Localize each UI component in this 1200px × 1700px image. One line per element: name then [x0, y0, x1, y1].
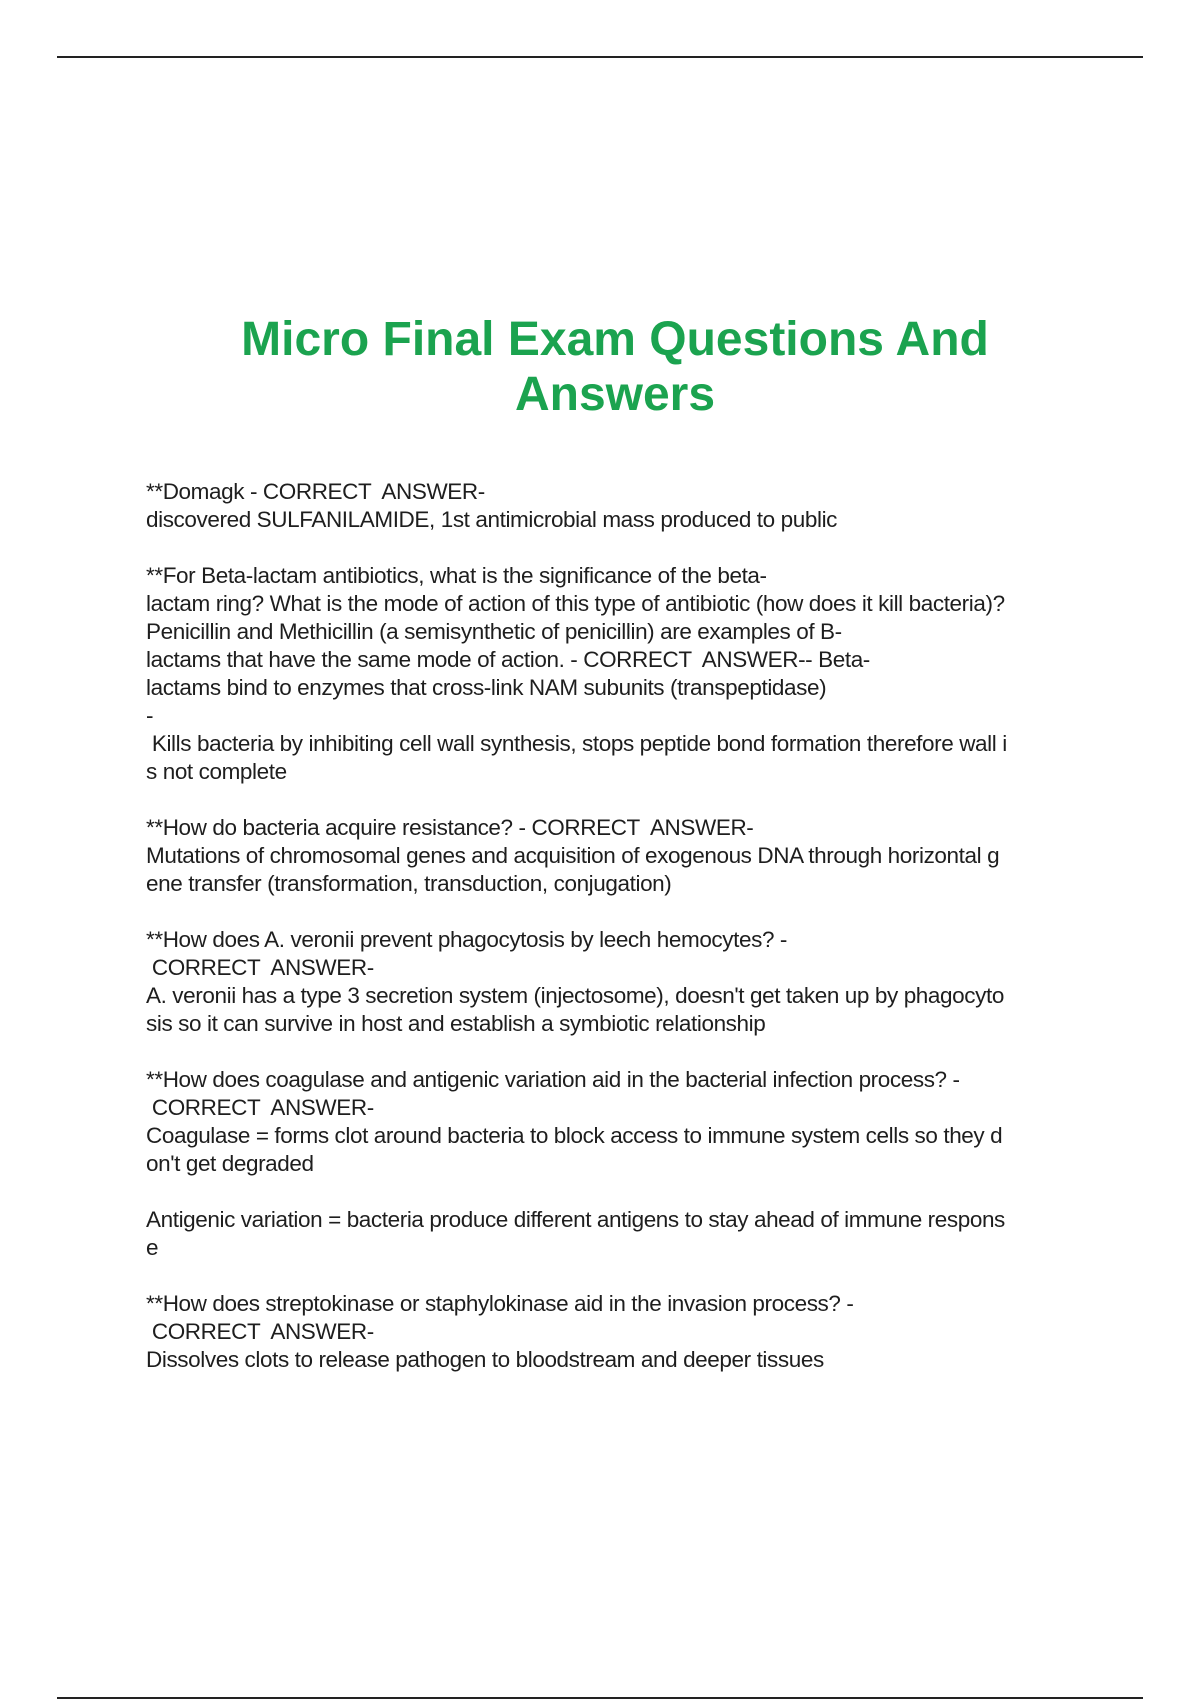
text-line: **Domagk - CORRECT ANSWER-	[146, 479, 485, 504]
text-line: CORRECT ANSWER-	[146, 955, 374, 980]
text-line: ene transfer (transformation, transduction, conjugation)	[146, 871, 672, 896]
header-rule	[57, 56, 1143, 58]
footer-rule	[57, 1697, 1143, 1699]
title-line: Answers	[514, 368, 716, 421]
text-line: s not complete	[146, 759, 287, 784]
qa-block	[146, 562, 1086, 786]
text-line: **How does coagulase and antigenic variation aid in the bacterial infection process? -	[146, 1067, 960, 1092]
qa-block	[146, 1206, 1086, 1262]
text-line: **How does streptokinase or staphylokinase aid in the invasion process? -	[146, 1291, 854, 1316]
text-line: Antigenic variation = bacteria produce different antigens to stay ahead of immune respons	[146, 1207, 1005, 1232]
text-line: Kills bacteria by inhibiting cell wall synthesis, stops peptide bond formation therefore wall i	[146, 731, 1007, 756]
text-line: A. veronii has a type 3 secretion system (injectosome), doesn't get taken up by phagocyto	[146, 983, 1004, 1008]
text-line: lactam ring? What is the mode of action of this type of antibiotic (how does it kill bacteria)?	[146, 591, 1005, 616]
text-line: **How do bacteria acquire resistance? - CORRECT ANSWER-	[146, 815, 754, 840]
text-line: lactams that have the same mode of action. - CORRECT ANSWER-- Beta-	[146, 647, 870, 672]
document-title	[150, 312, 1080, 422]
title-line: Micro Final Exam Questions And	[241, 313, 989, 366]
text-line: **How does A. veronii prevent phagocytosis by leech hemocytes? -	[146, 927, 788, 952]
qa-block	[146, 926, 1086, 1038]
text-line: on't get degraded	[146, 1151, 314, 1176]
text-line: Coagulase = forms clot around bacteria to block access to immune system cells so they d	[146, 1123, 1003, 1148]
qa-block	[146, 1066, 1086, 1178]
text-line: Dissolves clots to release pathogen to bloodstream and deeper tissues	[146, 1347, 824, 1372]
text-line: CORRECT ANSWER-	[146, 1095, 374, 1120]
text-line: discovered SULFANILAMIDE, 1st antimicrobial mass produced to public	[146, 507, 838, 532]
text-line: -	[146, 703, 154, 728]
qa-block	[146, 1290, 1086, 1374]
text-line: sis so it can survive in host and establish a symbiotic relationship	[146, 1011, 766, 1036]
text-line: CORRECT ANSWER-	[146, 1319, 374, 1344]
qa-content	[146, 478, 1086, 1374]
text-line: **For Beta-lactam antibiotics, what is the significance of the beta-	[146, 563, 767, 588]
qa-block	[146, 814, 1086, 898]
text-line: lactams bind to enzymes that cross-link NAM subunits (transpeptidase)	[146, 675, 827, 700]
text-line: e	[146, 1235, 159, 1260]
qa-block	[146, 478, 1086, 534]
text-line: Mutations of chromosomal genes and acquisition of exogenous DNA through horizontal g	[146, 843, 1000, 868]
text-line: Penicillin and Methicillin (a semisynthetic of penicillin) are examples of B-	[146, 619, 842, 644]
